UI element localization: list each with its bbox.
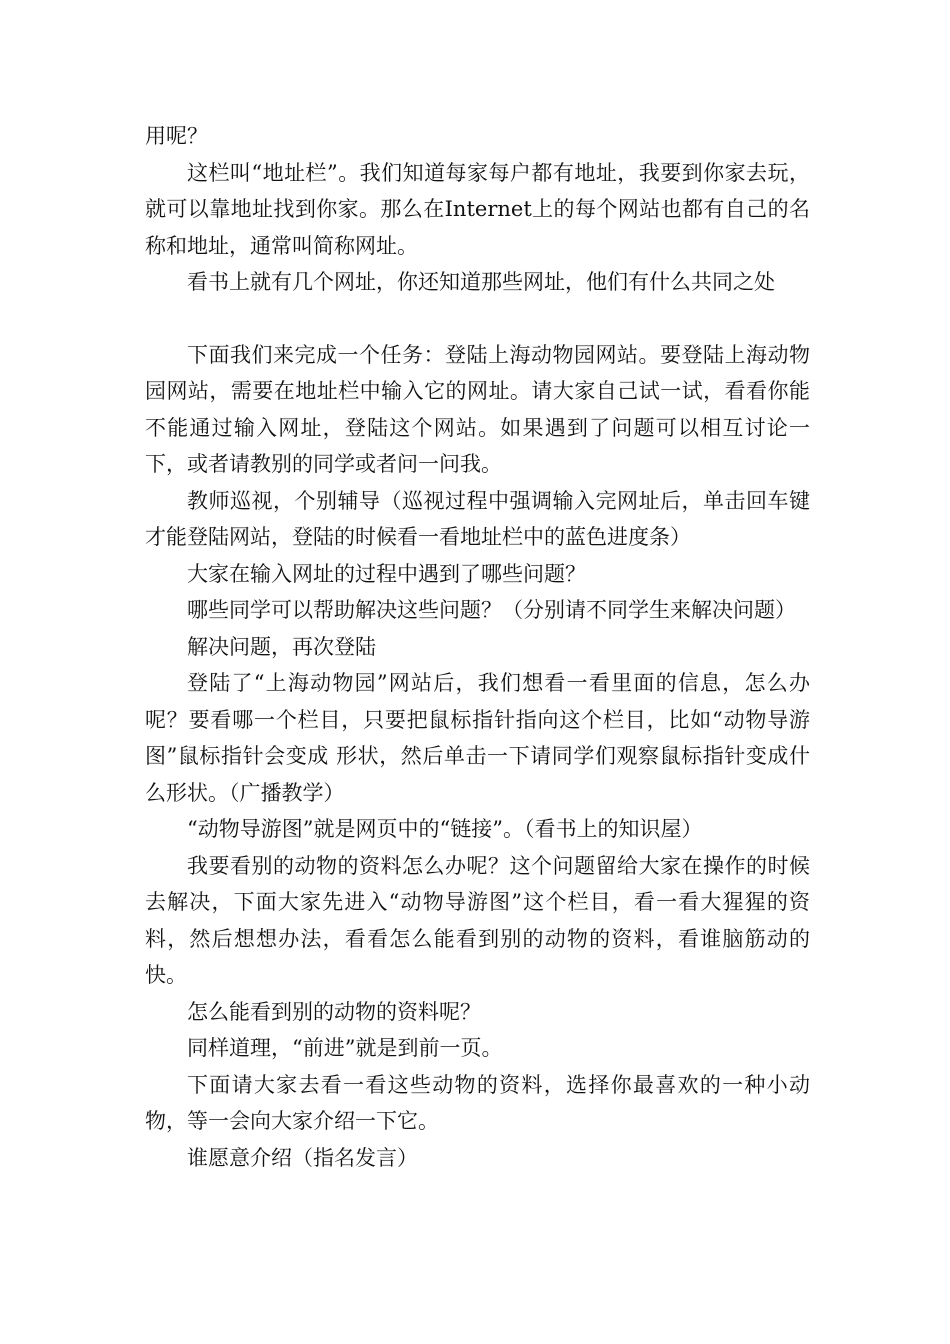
paragraph-gap: [145, 301, 810, 337]
paragraph-teacher-patrol: 教师巡视，个别辅导（巡视过程中强调输入完网址后，单击回车键才能登陆网站，登陆的时候看一看地址栏中的蓝色进度条）: [145, 488, 810, 549]
paragraph-problems: 大家在输入网址的过程中遇到了哪些问题？: [187, 561, 586, 586]
paragraph-choose-animal: 下面请大家去看一看这些动物的资料，选择你最喜欢的一种小动物，等一会向大家介绍一下它。: [145, 1072, 810, 1133]
paragraph-resolve: 解决问题，再次登陆: [187, 634, 376, 659]
paragraph-other-animals: 我要看别的动物的资料怎么办呢？这个问题留给大家在操作的时候去解决，下面大家先进入“动物导游图”这个栏目，看一看大猩猩的资料，然后想想办法，看看怎么能看到别的动物的资料，看谁脑筋动的快。: [145, 853, 810, 987]
paragraph-help: 哪些同学可以帮助解决这些问题？（分别请不同学生来解决问题）: [187, 598, 796, 622]
paragraph-address-bar: 这栏叫“地址栏”。我们知道每家每户都有地址，我要到你家去玩，就可以靠地址找到你家。那么在Internet上的每个网站也都有自己的名称和地址，通常叫简称网址。: [145, 160, 810, 258]
paragraph-task: 下面我们来完成一个任务：登陆上海动物园网站。要登陆上海动物园网站，需要在地址栏中输入它的网址。请大家自己试一试，看看你能不能通过输入网址，登陆这个网站。如果遇到了问题可以相互讨论一下，或者请教别的同学或者问一问我。: [145, 342, 810, 476]
paragraph-browse-site: 登陆了“上海动物园”网站后，我们想看一看里面的信息，怎么办呢？要看哪一个栏目，只要把鼠标指针指向这个栏目，比如“动物导游图”鼠标指针会变成 形状，然后单击一下请同学们观察鼠标指针变成什么形状。（广播教学）: [145, 671, 810, 805]
paragraph-forward: 同样道理，“前进”就是到前一页。: [187, 1036, 503, 1060]
paragraph-link: “动物导游图”就是网页中的“链接”。（看书上的知识屋）: [187, 817, 703, 841]
paragraph-book-urls: 看书上就有几个网址，你还知道那些网址，他们有什么共同之处: [187, 270, 775, 294]
paragraph-introduce: 谁愿意介绍（指名发言）: [187, 1145, 418, 1170]
document-body: [145, 118, 810, 1176]
paragraph-question: 怎么能看到别的动物的资料呢？: [187, 999, 481, 1024]
paragraph-continuation: 用呢？: [145, 124, 208, 148]
